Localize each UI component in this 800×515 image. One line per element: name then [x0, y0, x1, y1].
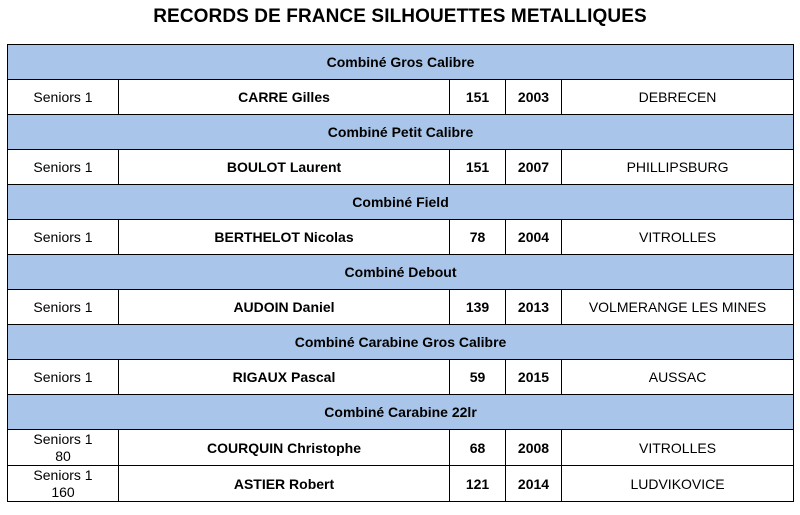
score-cell: 139 [450, 290, 506, 325]
category-label: Seniors 1 [33, 228, 93, 245]
place-cell: VOLMERANGE LES MINES [562, 290, 794, 325]
table-row [8, 290, 794, 325]
shooter-name-cell: CARRE Gilles [119, 80, 450, 115]
shooter-name-cell: RIGAUX Pascal [119, 360, 450, 395]
section-title: Combiné Debout [8, 255, 794, 290]
score-cell: 59 [450, 360, 506, 395]
shooter-name-cell: COURQUIN Christophe [119, 430, 450, 466]
category-cell [8, 430, 119, 466]
category-label: Seniors 1 [33, 158, 93, 175]
table-row [8, 150, 794, 185]
year-cell: 2004 [506, 220, 562, 255]
page-title: RECORDS DE FRANCE SILHOUETTES METALLIQUES [153, 6, 647, 27]
category-cell [8, 466, 119, 502]
section-header [8, 115, 794, 150]
year-cell: 2007 [506, 150, 562, 185]
records-table [7, 44, 794, 502]
category-sub-label: 80 [55, 447, 71, 464]
shooter-name-cell: AUDOIN Daniel [119, 290, 450, 325]
year-cell: 2008 [506, 430, 562, 466]
shooter-name-cell: BERTHELOT Nicolas [119, 220, 450, 255]
score-cell: 68 [450, 430, 506, 466]
score-cell: 151 [450, 150, 506, 185]
place-cell: DEBRECEN [562, 80, 794, 115]
table-row [8, 80, 794, 115]
year-cell: 2003 [506, 80, 562, 115]
score-cell: 78 [450, 220, 506, 255]
category-label: Seniors 1 [33, 430, 93, 447]
category-label: Seniors 1 [33, 88, 93, 105]
place-cell: VITROLLES [562, 220, 794, 255]
section-header [8, 395, 794, 430]
section-header [8, 185, 794, 220]
table-row [8, 430, 794, 466]
category-cell [8, 220, 119, 255]
place-cell: LUDVIKOVICE [562, 466, 794, 502]
section-title: Combiné Carabine 22lr [8, 395, 794, 430]
category-label: Seniors 1 [33, 298, 93, 315]
shooter-name-cell: ASTIER Robert [119, 466, 450, 502]
category-cell [8, 150, 119, 185]
category-cell [8, 290, 119, 325]
section-header [8, 45, 794, 80]
section-title: Combiné Gros Calibre [8, 45, 794, 80]
section-header [8, 255, 794, 290]
score-cell: 151 [450, 80, 506, 115]
place-cell: PHILLIPSBURG [562, 150, 794, 185]
year-cell: 2015 [506, 360, 562, 395]
section-header [8, 325, 794, 360]
section-title: Combiné Field [8, 185, 794, 220]
category-label: Seniors 1 [33, 368, 93, 385]
category-cell [8, 360, 119, 395]
section-title: Combiné Carabine Gros Calibre [8, 325, 794, 360]
table-row [8, 360, 794, 395]
place-cell: AUSSAC [562, 360, 794, 395]
place-cell: VITROLLES [562, 430, 794, 466]
year-cell: 2013 [506, 290, 562, 325]
category-sub-label: 160 [51, 483, 75, 500]
category-cell [8, 80, 119, 115]
category-label: Seniors 1 [33, 466, 93, 483]
table-row [8, 220, 794, 255]
section-title: Combiné Petit Calibre [8, 115, 794, 150]
shooter-name-cell: BOULOT Laurent [119, 150, 450, 185]
table-row [8, 466, 794, 502]
year-cell: 2014 [506, 466, 562, 502]
score-cell: 121 [450, 466, 506, 502]
